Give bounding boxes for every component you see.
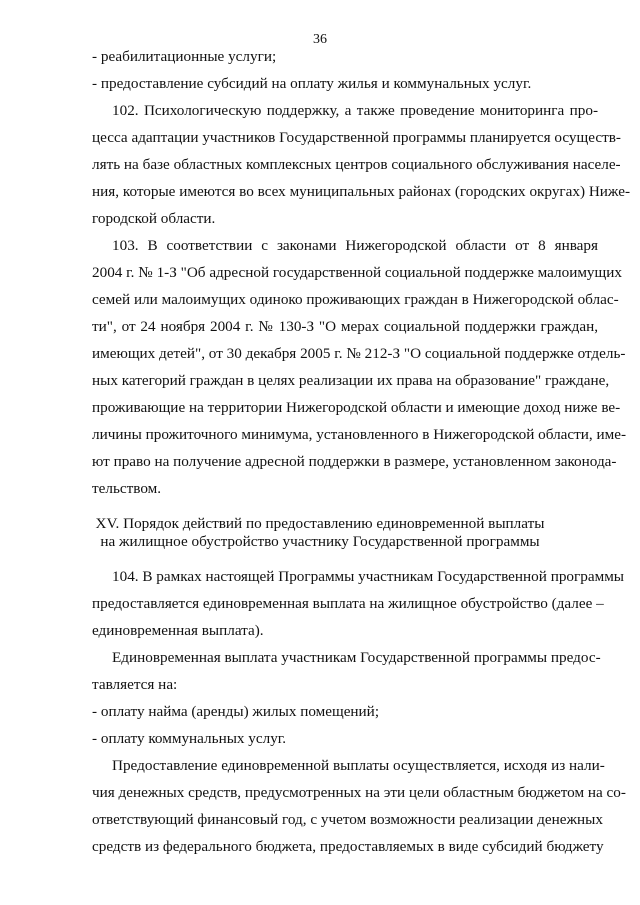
paragraph-103-line-2: 2004 г. № 1-З "Об адресной государственной социальной поддержке малоимущих xyxy=(92,264,622,281)
list-item-rent: - оплату найма (аренды) жилых помещений; xyxy=(92,703,380,720)
paragraph-102-line-1: 102. Психологическую поддержку, а также проведение мониторинга про- xyxy=(112,102,598,119)
paragraph-102-line-4: ния, которые имеются во всех муниципальных районах (городских округах) Ниже- xyxy=(92,183,631,200)
paragraph-104-line-1: 104. В рамках настоящей Программы участникам Государственной программы xyxy=(112,568,625,585)
section-heading-line-2: на жилищное обустройство участнику Государственной программы xyxy=(100,533,540,550)
paragraph-payment-line-2: тавляется на: xyxy=(92,676,178,693)
paragraph-103-line-5: имеющих детей", от 30 декабря 2005 г. № 212-З "О социальной поддержке отдель- xyxy=(92,345,626,362)
section-heading-line-1: XV. Порядок действий по предоставлению единовременной выплаты xyxy=(95,515,545,532)
paragraph-103-line-7: проживающие на территории Нижегородской области и имеющие доход ниже ве- xyxy=(92,399,621,416)
list-item-utilities: - оплату коммунальных услуг. xyxy=(92,730,287,747)
paragraph-103-line-1: 103. В соответствии с законами Нижегородской области от 8 января xyxy=(112,237,598,254)
paragraph-payment-line-1: Единовременная выплата участникам Государственной программы предос- xyxy=(112,649,601,666)
paragraph-102-line-3: лять на базе областных комплексных центров социального обслуживания населе- xyxy=(92,156,621,173)
list-item-rehab: - реабилитационные услуги; xyxy=(92,48,277,65)
paragraph-103-line-9: ют право на получение адресной поддержки в размере, установленном законода- xyxy=(92,453,617,470)
paragraph-103-line-6: ных категорий граждан в целях реализации их права на образование" граждане, xyxy=(92,372,610,389)
paragraph-provision-line-4: средств из федерального бюджета, предоставляемых в виде субсидий бюджету xyxy=(92,838,604,855)
page-number: 36 xyxy=(313,32,327,47)
paragraph-102-line-2: цесса адаптации участников Государственной программы планируется осуществ- xyxy=(92,129,621,146)
paragraph-provision-line-3: ответствующий финансовый год, с учетом возможности реализации денежных xyxy=(92,811,603,828)
list-item-subsidies: - предоставление субсидий на оплату жилья и коммунальных услуг. xyxy=(92,75,532,92)
paragraph-103-line-4: ти", от 24 ноября 2004 г. № 130-З "О мерах социальной поддержки граждан, xyxy=(92,318,598,335)
paragraph-103-line-3: семей или малоимущих одиноко проживающих граждан в Нижегородской облас- xyxy=(92,291,619,308)
paragraph-104-line-2: предоставляется единовременная выплата на жилищное обустройство (далее – xyxy=(92,595,604,612)
paragraph-103-line-10: тельством. xyxy=(92,480,162,497)
paragraph-103-line-8: личины прожиточного минимума, установленного в Нижегородской области, име- xyxy=(92,426,627,443)
paragraph-104-line-3: единовременная выплата). xyxy=(92,622,264,639)
paragraph-provision-line-2: чия денежных средств, предусмотренных на эти цели областным бюджетом на со- xyxy=(92,784,626,801)
paragraph-102-line-5: городской области. xyxy=(92,210,216,227)
paragraph-provision-line-1: Предоставление единовременной выплаты осуществляется, исходя из нали- xyxy=(112,757,605,774)
